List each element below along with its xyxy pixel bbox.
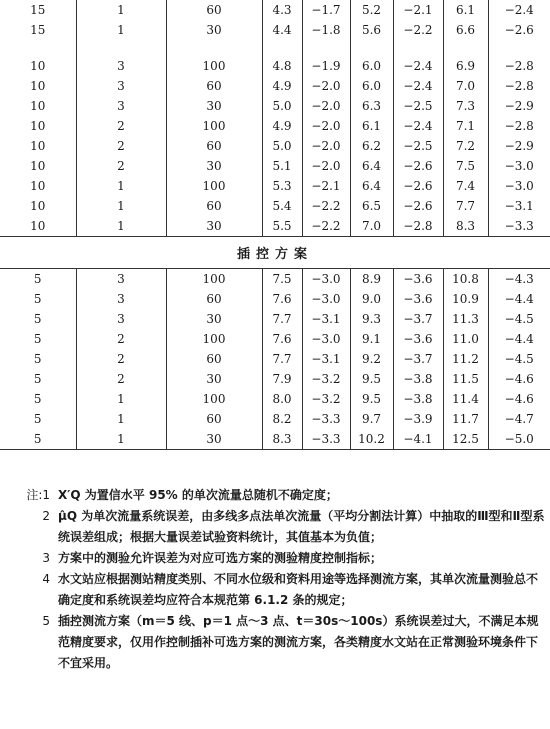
table-body-bottom <box>0 269 550 450</box>
table-cell: 5 <box>0 329 76 349</box>
table-cell <box>443 40 488 56</box>
table-cell: 10 <box>0 76 76 96</box>
table-cell: 4.9 <box>262 76 302 96</box>
table-cell: 11.2 <box>443 349 488 369</box>
table-cell: −2.9 <box>504 139 534 153</box>
table-row <box>0 76 550 96</box>
table-cell: 5.0 <box>262 96 302 116</box>
table-cell: 15 <box>0 0 76 20</box>
table-cell: 7.3 <box>443 96 488 116</box>
table-row <box>0 40 550 56</box>
table-row <box>0 20 550 40</box>
table-cell: −2.8 <box>504 79 534 93</box>
table-cell: 60 <box>166 196 262 216</box>
table-cell: 30 <box>166 309 262 329</box>
table-cell: 6.1 <box>443 0 488 20</box>
table-cell <box>76 40 166 56</box>
table-cell: 2 <box>76 136 166 156</box>
table-cell: −3.0 <box>504 159 534 173</box>
table-row <box>0 0 550 20</box>
table-cell: −4.6 <box>504 392 534 406</box>
table-cell: 2 <box>76 329 166 349</box>
table-cell: 7.5 <box>443 156 488 176</box>
table-cell: 10 <box>0 136 76 156</box>
table-cell: 10 <box>0 196 76 216</box>
table-cell <box>262 40 302 56</box>
table-cell: 3 <box>76 269 166 290</box>
table-cell: 9.0 <box>350 289 393 309</box>
table-cell: 6.6 <box>443 20 488 40</box>
note-text: 方案中的测验允许误差为对应可选方案的测验精度控制指标； <box>58 551 383 565</box>
table-cell: −1.8 <box>302 20 350 40</box>
table-cell: 1 <box>76 196 166 216</box>
table-cell: 9.7 <box>350 409 393 429</box>
table-cell: 10.8 <box>443 269 488 290</box>
table-cell: 1 <box>76 20 166 40</box>
table-cell: 100 <box>166 176 262 196</box>
table-cell <box>166 40 262 56</box>
table-cell: 30 <box>166 429 262 450</box>
table-cell: −2.2 <box>302 196 350 216</box>
table-cell: 10 <box>0 216 76 237</box>
table-cell: −3.6 <box>393 329 443 349</box>
table-cell: 9.5 <box>350 369 393 389</box>
table-cell: 5 <box>0 429 76 450</box>
table-row <box>0 309 550 329</box>
table-cell <box>488 40 550 56</box>
table-cell: −2.9 <box>504 99 534 113</box>
table-cell: 10.2 <box>350 429 393 450</box>
table-cell: −2.8 <box>504 59 534 73</box>
table-cell: −3.8 <box>393 389 443 409</box>
table-cell: 11.0 <box>443 329 488 349</box>
table-cell: 5 <box>0 389 76 409</box>
table-cell: −3.2 <box>302 369 350 389</box>
table-cell: 8.3 <box>443 216 488 237</box>
table-cell: 8.3 <box>262 429 302 450</box>
table-cell: 5.4 <box>262 196 302 216</box>
table-cell: 30 <box>166 96 262 116</box>
table-cell: 10 <box>0 156 76 176</box>
table-cell: 6.0 <box>350 76 393 96</box>
table-cell: 11.7 <box>443 409 488 429</box>
notes <box>8 485 548 674</box>
table-cell: −3.6 <box>393 269 443 290</box>
note-label: 3 <box>42 551 50 565</box>
table-cell: 6.2 <box>350 136 393 156</box>
table-cell: 7.2 <box>443 136 488 156</box>
note-3 <box>8 548 548 569</box>
table-cell: 5.0 <box>262 136 302 156</box>
table-cell: 6.5 <box>350 196 393 216</box>
table-cell: 7.7 <box>443 196 488 216</box>
table-cell: 3 <box>76 96 166 116</box>
table-cell: 2 <box>76 156 166 176</box>
table-cell: −2.5 <box>393 136 443 156</box>
table-cell: 10 <box>0 56 76 76</box>
table-row <box>0 269 550 290</box>
note-label: 5 <box>42 614 50 628</box>
table-cell: 30 <box>166 20 262 40</box>
table-cell: 5 <box>0 289 76 309</box>
table-cell: −2.0 <box>302 116 350 136</box>
table-cell: −2.2 <box>302 216 350 237</box>
table-cell: −1.9 <box>302 56 350 76</box>
table-cell: −1.7 <box>302 0 350 20</box>
note-1 <box>8 485 548 506</box>
table-cell: 9.3 <box>350 309 393 329</box>
table-cell: 7.1 <box>443 116 488 136</box>
table-cell: 100 <box>166 269 262 290</box>
table-cell: −2.8 <box>504 119 534 133</box>
table-row <box>0 196 550 216</box>
table-cell: −4.4 <box>504 292 534 306</box>
table-row <box>0 329 550 349</box>
note-text: 水文站应根据测站精度类别、不同水位级和资料用途等选择测流方案，其单次流量测验总不确定度和系统误差均应符合本规范第 6.1.2 条的规定； <box>58 572 539 607</box>
table-cell: 8.2 <box>262 409 302 429</box>
table-cell: −2.0 <box>302 156 350 176</box>
table-cell: −4.1 <box>393 429 443 450</box>
table-cell: 60 <box>166 349 262 369</box>
table-cell: 100 <box>166 116 262 136</box>
table-row <box>0 96 550 116</box>
table-cell: 11.5 <box>443 369 488 389</box>
table-cell: −3.1 <box>302 349 350 369</box>
table-cell: 30 <box>166 156 262 176</box>
table-cell: 7.0 <box>350 216 393 237</box>
table-cell: −3.3 <box>302 409 350 429</box>
table-cell: 6.9 <box>443 56 488 76</box>
note-text: X′Q 为置信水平 95% 的单次流量总随机不确定度； <box>58 488 338 502</box>
table-cell: −4.7 <box>504 412 534 426</box>
table-cell: 9.1 <box>350 329 393 349</box>
table-cell: −3.0 <box>302 269 350 290</box>
table-cell: 100 <box>166 56 262 76</box>
section-row <box>0 237 550 269</box>
table-cell: 4.3 <box>262 0 302 20</box>
table-cell: 12.5 <box>443 429 488 450</box>
table-cell: 4.8 <box>262 56 302 76</box>
table-cell: −2.6 <box>393 156 443 176</box>
table-cell: 6.3 <box>350 96 393 116</box>
table-cell: 10 <box>0 176 76 196</box>
table-cell: 9.5 <box>350 389 393 409</box>
note-text: μ̂Q 为单次流量系统误差，由多线多点法单次流量（平均分割法计算）中抽取的Ⅲ型和Ⅱ型系统误差组成；根据大量误差试验资料统计，其值基本为负值； <box>58 509 545 544</box>
table-cell: 5.5 <box>262 216 302 237</box>
table-cell: 2 <box>76 369 166 389</box>
note-4 <box>8 569 548 611</box>
table-cell: 6.0 <box>350 56 393 76</box>
table-row <box>0 349 550 369</box>
table-cell: 5.2 <box>350 0 393 20</box>
table-cell: −3.1 <box>302 309 350 329</box>
table-cell <box>302 40 350 56</box>
table-cell: 6.1 <box>350 116 393 136</box>
table-row <box>0 369 550 389</box>
table-cell: −3.8 <box>393 369 443 389</box>
table-row <box>0 216 550 237</box>
table-cell: −5.0 <box>488 429 550 450</box>
note-text: 插控测流方案（m＝5 线、p＝1 点～3 点、t＝30s～100s）系统误差过大，不满足本规范精度要求，仅用作控制插补可选方案的测流方案，各类精度水文站在正常测验环境条件下不宜采用。 <box>58 614 539 670</box>
table-row <box>0 156 550 176</box>
note-label: 注:1 <box>26 488 50 502</box>
table-cell: −3.7 <box>393 309 443 329</box>
table-cell: −2.6 <box>393 196 443 216</box>
table-cell: 4.4 <box>262 20 302 40</box>
table-cell: 7.7 <box>262 349 302 369</box>
table-cell: 2 <box>76 349 166 369</box>
table-row <box>0 429 550 450</box>
table-cell: −2.0 <box>302 76 350 96</box>
table-cell: −3.7 <box>393 349 443 369</box>
table-cell: −3.2 <box>302 389 350 409</box>
table-cell: 10 <box>0 96 76 116</box>
table-cell: 6.4 <box>350 176 393 196</box>
table-cell <box>393 40 443 56</box>
table-cell: 60 <box>166 76 262 96</box>
table-cell <box>350 40 393 56</box>
note-label: 4 <box>42 572 50 586</box>
table-cell: 5 <box>0 349 76 369</box>
table-cell: −4.5 <box>504 352 534 366</box>
table-cell: 60 <box>166 409 262 429</box>
table-cell: −3.3 <box>504 219 534 233</box>
table-cell: −3.6 <box>393 289 443 309</box>
table-cell: −2.4 <box>393 56 443 76</box>
table-cell: −4.3 <box>504 272 534 286</box>
table-cell: −3.0 <box>302 289 350 309</box>
table-cell: −4.4 <box>504 332 534 346</box>
table-row <box>0 289 550 309</box>
table-cell: 7.0 <box>443 76 488 96</box>
table-cell: 3 <box>76 309 166 329</box>
table-cell: −2.0 <box>302 136 350 156</box>
table-cell: 60 <box>166 289 262 309</box>
table-cell: 5.1 <box>262 156 302 176</box>
table-cell: 1 <box>76 389 166 409</box>
note-5 <box>8 611 548 674</box>
table-cell: 100 <box>166 389 262 409</box>
table-cell: −2.0 <box>302 96 350 116</box>
table-cell: 100 <box>166 329 262 349</box>
table-cell: −4.6 <box>504 372 534 386</box>
table-cell: 5 <box>0 269 76 290</box>
table-cell: −2.1 <box>302 176 350 196</box>
table-row <box>0 389 550 409</box>
table-cell: −3.9 <box>393 409 443 429</box>
table-cell: 4.9 <box>262 116 302 136</box>
table-cell: −3.1 <box>504 199 534 213</box>
table-cell: −2.1 <box>393 0 443 20</box>
table-cell: 1 <box>76 176 166 196</box>
note-label: 2 <box>42 509 50 523</box>
table-cell: 30 <box>166 216 262 237</box>
table-cell: 7.4 <box>443 176 488 196</box>
table-cell: 6.4 <box>350 156 393 176</box>
table-cell: 8.9 <box>350 269 393 290</box>
table-cell: 8.0 <box>262 389 302 409</box>
table-cell: 2 <box>76 116 166 136</box>
table-cell: −2.2 <box>393 20 443 40</box>
table-cell: 7.7 <box>262 309 302 329</box>
table-cell: 1 <box>76 216 166 237</box>
table-cell: 60 <box>166 0 262 20</box>
table-row <box>0 176 550 196</box>
table-cell: 15 <box>0 20 76 40</box>
section-title: 插控方案 <box>0 237 550 269</box>
table-cell: −2.5 <box>393 96 443 116</box>
note-2 <box>8 506 548 548</box>
table-cell: 7.6 <box>262 289 302 309</box>
table-section <box>0 237 550 269</box>
table-cell: 10.9 <box>443 289 488 309</box>
table-cell: 5.3 <box>262 176 302 196</box>
table-row <box>0 136 550 156</box>
table-cell: 1 <box>76 409 166 429</box>
table-cell: 3 <box>76 56 166 76</box>
table-cell: 9.2 <box>350 349 393 369</box>
table-cell: 7.5 <box>262 269 302 290</box>
table-cell: 5.6 <box>350 20 393 40</box>
table-cell: 10 <box>0 116 76 136</box>
table-row <box>0 409 550 429</box>
table-cell: 11.3 <box>443 309 488 329</box>
table-cell: −2.8 <box>393 216 443 237</box>
table-cell: −3.0 <box>504 179 534 193</box>
table-cell: −2.6 <box>393 176 443 196</box>
table-cell: −3.0 <box>302 329 350 349</box>
table-cell: −2.4 <box>504 3 534 17</box>
table-cell: 5 <box>0 409 76 429</box>
table-cell: 3 <box>76 289 166 309</box>
table-cell: 30 <box>166 369 262 389</box>
table-cell: −3.3 <box>302 429 350 450</box>
table-cell: 1 <box>76 0 166 20</box>
table-cell: 60 <box>166 136 262 156</box>
table-cell: −2.6 <box>504 23 534 37</box>
table-cell: 5 <box>0 309 76 329</box>
table-cell: −4.5 <box>504 312 534 326</box>
table-cell: 7.9 <box>262 369 302 389</box>
table-cell: 11.4 <box>443 389 488 409</box>
table-row <box>0 116 550 136</box>
table-cell: 3 <box>76 76 166 96</box>
table-cell: −2.4 <box>393 116 443 136</box>
table-cell <box>0 40 76 56</box>
table-cell: −2.4 <box>393 76 443 96</box>
table-row <box>0 56 550 76</box>
table-body-top <box>0 0 550 237</box>
table-cell: 1 <box>76 429 166 450</box>
table-cell: 7.6 <box>262 329 302 349</box>
table-cell: 5 <box>0 369 76 389</box>
